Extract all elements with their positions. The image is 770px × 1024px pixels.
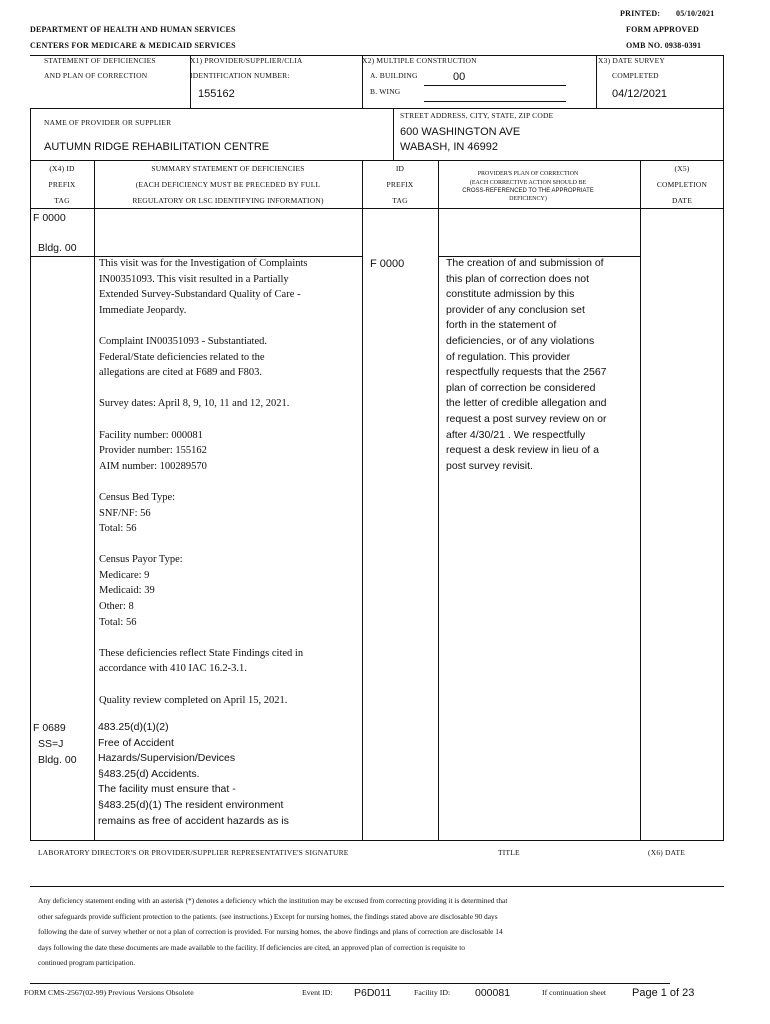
address-line-2: WABASH, IN 46992 [400,141,499,153]
building-tag-1: Bldg. 00 [38,242,77,254]
provider-label-1: X1) PROVIDER/SUPPLIER/CLIA [190,56,303,65]
id-header-3: TAG [392,196,408,205]
building-tag-2: Bldg. 00 [38,754,77,766]
building-value: 00 [453,71,466,83]
plan-header-1: PROVIDER'S PLAN OF CORRECTION [477,171,579,177]
plan-tag-f0000: F 0000 [370,258,405,270]
box1-right-border [723,55,724,108]
x4-header-2: PREFIX [48,180,76,189]
event-id-value: P6D011 [354,987,392,999]
x5-header-2: COMPLETION [656,180,708,189]
summary-paragraph: Survey dates: April 8, 9, 10, 11 and 12, 2021. [99,398,290,410]
summary-header-3: REGULATORY OR LSC IDENTIFYING INFORMATION) [132,196,324,205]
wing-underline [424,101,566,102]
summary-paragraph: Quality review completed on April 15, 2021. [99,694,288,706]
summary-statement [99,256,359,724]
form-number: FORM CMS-2567(02-99) Previous Versions Obsolete [24,988,194,997]
plan-header-3: CROSS-REFERENCED TO THE APPROPRIATE [462,188,594,194]
signature-date-label: (X6) DATE [648,848,686,857]
signature-label: LABORATORY DIRECTOR'S OR PROVIDER/SUPPLIER REPRESENTATIVE'S SIGNATURE [38,848,349,857]
column-divider-id [438,160,439,840]
tag-f0689: F 0689 [33,722,66,734]
building-label: A. BUILDING [370,71,418,80]
multiple-construction-label: X2) MULTIPLE CONSTRUCTION [362,56,477,65]
column-divider-plan [640,160,641,840]
id-header-2: PREFIX [386,180,414,189]
date-survey-value: 04/12/2021 [612,88,668,100]
continuation-label: If continuation sheet [542,988,607,997]
box2-left-border [30,108,31,160]
event-id-label: Event ID: [302,988,333,997]
summary-paragraph: Census Bed Type: SNF/NF: 56 Total: 56 [99,491,176,535]
box2-bottom-border [30,160,724,161]
summary-paragraph: Census Payor Type: Medicare: 9 Medicaid: 39 Other: 8 Total: 56 [99,554,183,628]
date-survey-label-2: COMPLETED [612,71,659,80]
x4-header-1: (X4) ID [49,164,75,173]
summary-paragraph: Facility number: 000081 Provider number: 155162 AIM number: 100289570 [99,429,207,472]
facility-id-value: 000081 [475,987,511,999]
box2-divider [393,108,394,160]
disclosure-footnote: Any deficiency statement ending with an asterisk (*) denotes a deficiency which the institution may be excused from correcting providing it is determined that other safeguards provide sufficient protection to the patients. (see instructions.) Except for nursing homes, the findings stated above are disclosable 90 days following the date of survey whether or not a plan of correction is provided. For nursing homes, the above findings and plans of correction are disclosable 14 days following the date these documents are made available to the facility. If deficiencies are cited, an approved plan of correction is requisite to continued program participation. [38,896,508,967]
x5-header-3: DATE [672,196,692,205]
provider-name: AUTUMN RIDGE REHABILITATION CENTRE [44,141,270,153]
printed-date: 05/10/2021 [676,9,715,18]
date-survey-label-1: X3) DATE SURVEY [598,56,665,65]
omb-number: OMB NO. 0938-0391 [626,41,702,50]
provider-name-label: NAME OF PROVIDER OR SUPPLIER [44,118,172,127]
plan-header-2: (EACH CORRECTIVE ACTION SHOULD BE [469,180,587,186]
address-label: STREET ADDRESS, CITY, STATE, ZIP CODE [400,111,554,120]
building-underline [424,85,566,86]
table-left-border [30,160,31,840]
signature-top-border [30,840,724,841]
form-approved: FORM APPROVED [626,25,700,34]
statement-label-1: STATEMENT OF DEFICIENCIES [44,56,156,65]
box2-right-border [723,108,724,160]
statement-label-2: AND PLAN OF CORRECTION [44,71,148,80]
signature-bottom-border [30,886,724,887]
plan-header-4: DEFICIENCY) [509,196,547,202]
summary-header-1: SUMMARY STATEMENT OF DEFICIENCIES [151,164,305,173]
x5-header-1: (X5) [674,164,690,173]
title-label: TITLE [498,848,520,857]
summary-paragraph: This visit was for the Investigation of Complaints IN00351093. This visit resulted in a Partially Extended Survey-Substandard Quality of Care - Immediate Jeopardy. [99,258,308,316]
scope-severity: SS=J [38,738,64,750]
summary-paragraph: Complaint IN00351093 - Substantiated. Federal/State deficiencies related to the allegations are cited at F689 and F803. [99,335,267,379]
summary-header-2: (EACH DEFICIENCY MUST BE PRECEDED BY FULL [135,180,321,189]
column-divider-summary [362,160,363,840]
tag-f0000: F 0000 [33,212,66,224]
column-divider-prefix [94,160,95,840]
centers-title: CENTERS FOR MEDICARE & MEDICAID SERVICES [30,41,236,50]
address-line-1: 600 WASHINGTON AVE [400,126,521,138]
plan-of-correction-text: The creation of and submission of this plan of correction does not constitute admission by this provider of any conclusion set forth in the statement of deficiencies, or of any violations of regulation. This provider respectfully requests that the 2567 plan of correction be considered the letter of credible allegation and request a post survey review on or after 4/30/21 . We respectfully request a desk review in lieu of a post survey revisit. [446,257,607,472]
page-number: Page 1 of 23 [632,987,695,999]
wing-label: B. WING [370,87,401,96]
f689-regulation-text: 483.25(d)(1)(2) Free of Accident Hazards/Supervision/Devices §483.25(d) Accidents. The facility must ensure that - §483.25(d)(1) The resident environment remains as free of accident hazards as is [98,721,289,827]
id-header-1: ID [395,164,405,173]
column-header-bottom-border [30,208,724,209]
department-title: DEPARTMENT OF HEALTH AND HUMAN SERVICES [30,25,236,34]
printed-label: PRINTED: [620,9,661,18]
summary-paragraph: These deficiencies reflect State Findings cited in accordance with 410 IAC 16.2-3.1. [99,647,304,675]
provider-number: 155162 [198,88,235,100]
facility-id-label: Facility ID: [414,988,451,997]
box1-bottom-border [30,108,724,109]
table-right-border [723,160,724,840]
prefix-row-separator [30,256,94,257]
x4-header-3: TAG [54,196,70,205]
box1-divider-3 [596,55,597,108]
provider-label-2: IDENTIFICATION NUMBER: [190,71,290,80]
footer-rule [30,983,670,984]
